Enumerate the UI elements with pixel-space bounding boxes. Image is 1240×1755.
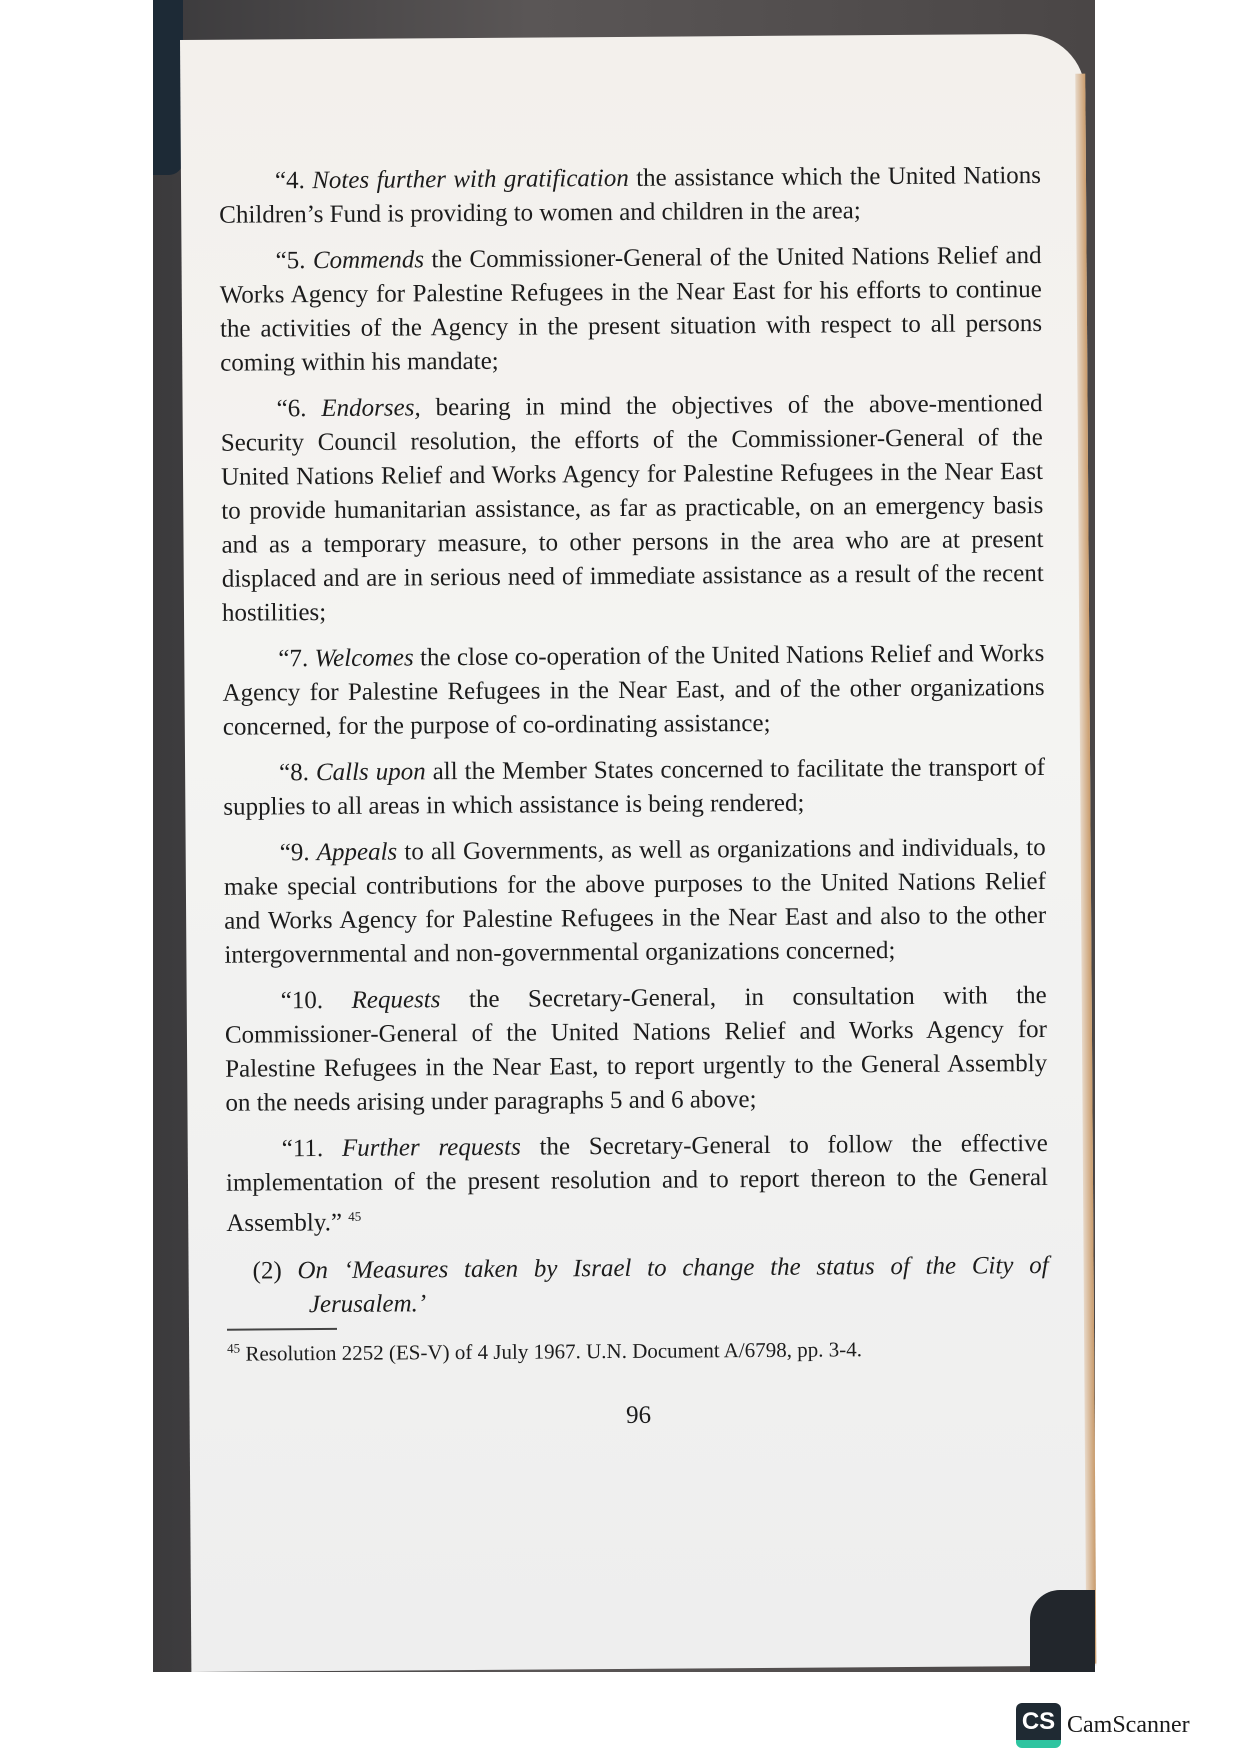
camscanner-watermark: CS CamScanner bbox=[1016, 1703, 1190, 1748]
paragraph-11: “11. Further requests the Secretary-General to follow the effective implementation of the present resolution and to report thereon to the General Assembly.” $^{45}$ bbox=[225, 1129, 1049, 1238]
camscanner-logo-icon: CS bbox=[1016, 1703, 1061, 1748]
paragraph-9: “9. Appeals to all Governments, as well as organizations and individuals, to make special contributions for the above purposes to the United Nations Relief and Works Agency for Palestine Refugees in the Near East and also to the other intergovernmental and non-governmental organizations concerned; bbox=[223, 833, 1047, 969]
paragraph-10: “10. Requests the Secretary-General, in consultation with the Commissioner-General of the United Nations Relief and Works Agency for Palestine Refugees in the Near East, to report urgently to the General Assembly on the needs arising under paragraphs 5 and 6 above; bbox=[224, 981, 1048, 1117]
paragraph-8: “8. Calls upon all the Member States concerned to facilitate the transport of supplies to all areas in which assistance is being rendered; bbox=[223, 753, 1046, 821]
page-text bbox=[219, 159, 1050, 1436]
subheading: (2) On ‘Measures taken by Israel to change the status of the City of Jerusalem.’ bbox=[252, 1252, 1049, 1319]
footnote-divider bbox=[227, 1328, 337, 1331]
footnote: $^{45}$ Resolution 2252 (ES-V) of 4 July 1967. U.N. Document A/6798, pp. 3-4. bbox=[227, 1337, 863, 1366]
paragraph-5: “5. Commends the Commissioner-General of the United Nations Relief and Works Agency for Palestine Refugees in the Near East for his efforts to continue the activities of the Agency in the present situation with respect to all persons coming within his mandate; bbox=[219, 241, 1043, 377]
book-page bbox=[180, 34, 1096, 1672]
page-number: 96 bbox=[626, 1402, 652, 1430]
paragraph-6: “6. Endorses, bearing in mind the objectives of the above-mentioned Security Council resolution, the efforts of the Commissioner-General of the United Nations Relief and Works Agency for Palestine Refugees in the Near East to provide humanitarian assistance, as far as practicable, on an emergency basis and as a temporary measure, to other persons in the area who are at present displaced and are in serious need of immediate assistance as a result of the recent hostilities; bbox=[220, 389, 1044, 627]
paragraph-4: “4. Notes further with gratification the assistance which the United Nations Children’s Fund is providing to women and children in the area; bbox=[219, 161, 1042, 229]
book-clip-left bbox=[153, 0, 183, 175]
paragraph-7: “7. Welcomes the close co-operation of the United Nations Relief and Works Agency for Palestine Refugees in the Near East, and of the other organizations concerned, for the purpose of co-ordinating assistance; bbox=[222, 639, 1045, 741]
book-clip-right bbox=[1030, 1590, 1095, 1672]
footnote-reference: 45 bbox=[348, 1208, 362, 1224]
